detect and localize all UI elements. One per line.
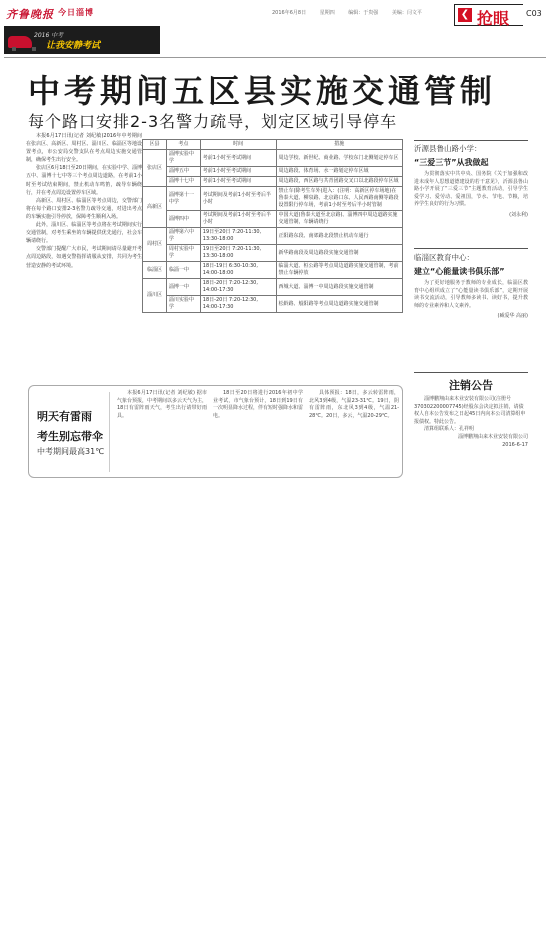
weather-title: 明天有雷雨 — [37, 410, 92, 423]
masthead — [0, 0, 550, 26]
story-paragraph: 为了更好地服务于教师的专业成长，临淄区教育中心组织成立了“心能量读书俱乐部”，定期开展读书交流活动，引导教师多读书、读好书，提升教师的专业素养和人文素养。 — [414, 280, 528, 309]
table-cell-time: 19日至20日 7:20-11:30, 13:30-18:00 — [200, 228, 276, 245]
article-paragraph: 高新区、周村区、临淄区等考点周边，交警部门将在每个路口安排2-3名警力疏导交通，对进出考点的车辆实施引导停放，保障考生顺利入场。 — [26, 197, 142, 220]
table-row — [143, 279, 403, 296]
table-cell-measure: 禁止车(除考生车外)进入：(注明：高新区停车场地)在鲁泰大道、柳泉路、北京路口东、人民西路南侧等路段设置限行停车场，考前1小时至考后半小时管制 — [276, 187, 402, 211]
table-cell-site: 淄博实验中学 — [166, 150, 200, 167]
table-cell-site: 淄博四中 — [166, 211, 200, 228]
table-cell-site: 淄川实验中学 — [166, 296, 200, 313]
story-kicker: 沂源县鲁山路小学： — [414, 144, 482, 153]
traffic-control-table — [142, 139, 403, 313]
table-cell-area: 张店区 — [143, 150, 167, 187]
table-row — [143, 245, 403, 262]
car-icon — [8, 36, 32, 48]
table-cell-time: 19日至20日 7:20-11:30, 13:30-18:00 — [200, 245, 276, 262]
table-cell-site: 淄博第十一中学 — [166, 187, 200, 211]
table-header-row — [143, 140, 403, 150]
table-row — [143, 167, 403, 177]
table-cell-measure: 松龄路、般阳路等考点周边道路实施交通管制 — [276, 296, 402, 313]
table-row — [143, 150, 403, 167]
story-title: “三爱三节”从我做起 — [414, 158, 489, 167]
table-cell-site: 淄博五中 — [166, 167, 200, 177]
table-cell-time: 考前1小时至考试期间 — [200, 167, 276, 177]
banner-kicker: 2016 中考 — [34, 32, 64, 39]
column-header: 区县 — [143, 140, 167, 150]
story-source: (刘永利) — [509, 211, 528, 218]
article-body — [26, 132, 142, 270]
notice-body — [414, 396, 528, 449]
article-paragraph: 张店区6月18日至20日期间，在实验中学、淄博五中、淄博十七中等三个考点周边道路，在考前1小时至考试结束期间，禁止机动车鸣笛，疏导车辆绕行，并在考点周边设置停车区域。 — [26, 165, 142, 196]
table-cell-time: 18日-20日 7:20-12:30, 14:00-17:30 — [200, 279, 276, 296]
issue-info — [272, 9, 434, 16]
section-badge-label: 抢眼 — [477, 9, 510, 28]
article-paragraph: 本报6月17日讯(记者 刘纪敏)2016年中考期间在张店区、高新区、周村区、淄川区、临淄区等地设置考点，市公安局交警支队在考点周边实施交通管制，确保考生出行安全。 — [26, 133, 142, 164]
divider — [414, 140, 528, 141]
weather-paragraph: 具体预报：18日，多云转雷阵雨，北风3到4级，气温23-31℃。19日，阴有雷阵雨，东北风3到4级，气温21-28℃。20日，多云，气温20-29℃。 — [309, 390, 399, 419]
weather-box — [28, 385, 403, 478]
newspaper-logo: 齐鲁晚报 — [6, 8, 54, 21]
divider — [109, 392, 110, 472]
story-title: 建立“心能量读书俱乐部” — [414, 267, 505, 276]
table-row — [143, 187, 403, 211]
table-cell-time: 考前1小时至考试期间 — [200, 177, 276, 187]
table-cell-time: 考试期间及考前1小时至考后半小时 — [200, 211, 276, 228]
table-cell-site: 周村实验中学 — [166, 245, 200, 262]
weather-title: 考生别忘带伞 — [37, 430, 103, 443]
issue-editor: 编辑：于贵强 — [348, 10, 379, 16]
table-cell-time: 考试期间及考前1小时至考后半小时 — [200, 187, 276, 211]
table-cell-measure: 新华路南段及周边路段实施交通管制 — [276, 245, 402, 262]
table-cell-measure: 临淄大道、桓公路等考点周边道路实施交通管制，考前禁止车辆停放 — [276, 262, 402, 279]
table-cell-site: 淄博第六中学 — [166, 228, 200, 245]
table-cell-site: 临淄一中 — [166, 262, 200, 279]
table-row — [143, 262, 403, 279]
table-cell-area: 临淄区 — [143, 262, 167, 279]
story-body — [414, 171, 528, 209]
article-headline: 中考期间五区县实施交通管制 — [28, 72, 497, 110]
issue-designer: 美编：闫文平 — [391, 10, 422, 16]
table-cell-measure: 周边路段，西区路与共青团路交叉口以北路段停车区域 — [276, 177, 402, 187]
table-cell-area: 周村区 — [143, 228, 167, 262]
table-cell-time: 18日-20日 7:20-12:30, 14:00-17:30 — [200, 296, 276, 313]
weather-paragraph: 18日至20日将进行2016年初中学业考试，市气象台预计，18日到19日有一次明显降水过程，伴有短时强降水和雷电。 — [213, 390, 304, 419]
weather-column — [117, 390, 207, 420]
table-cell-measure: 西城大道、淄博一中周边路段实施交通管制 — [276, 279, 402, 296]
table-cell-area: 高新区 — [143, 187, 167, 228]
exam-banner — [4, 26, 160, 54]
table-cell-site: 淄博十七中 — [166, 177, 200, 187]
table-cell-measure: 周边路段、体育场、水一路划定停车区域 — [276, 167, 402, 177]
notice-title: 注销公告 — [449, 379, 493, 392]
arrow-icon: ❮ — [458, 8, 472, 22]
notice-paragraph: 淄博鹏翔由来木业安装有限公司(注册号370302200007745)经股东会决定拟注销，请债权人自本公告发布之日起45日内向本公司清算组申报债权。特此公告。 — [414, 396, 526, 425]
page-code: C03 — [526, 9, 542, 18]
table-cell-site: 淄博一中 — [166, 279, 200, 296]
table-cell-area: 淄川区 — [143, 279, 167, 313]
weather-column — [213, 390, 303, 420]
column-header: 考点 — [166, 140, 200, 150]
story-kicker: 临淄区教育中心： — [414, 253, 474, 262]
divider — [4, 57, 546, 58]
issue-date: 2016年6月8日 — [272, 10, 307, 16]
article-paragraph: 此外，淄川区、临淄区等考点将在考试期间实行交通管制，对考生乘坐的车辆提供优先通行，社会车辆请绕行。 — [26, 222, 142, 245]
story-body — [414, 280, 528, 310]
story-shanlu-school — [414, 143, 528, 218]
weather-paragraph: 本报6月17日讯(记者 刘纪敏) 据市气象台预报，中考期间以多云天气为主，18日有雷阵雨天气，考生出行请带好雨具。 — [117, 390, 208, 419]
divider — [414, 372, 528, 373]
notice-date: 2016-6-17 — [502, 441, 528, 448]
weather-subtitle: 中考期间最高31℃ — [37, 447, 105, 456]
notice-signature: 淄博鹏翔由来木业安装有限公司 — [457, 433, 528, 440]
story-source: (臧爱华 高丽) — [497, 313, 528, 320]
story-reading-club — [414, 252, 528, 319]
table-cell-measure: 正阳路东段、南郊路北段禁止机动车通行 — [276, 228, 402, 245]
table-cell-measure: 中国大道(鲁泰大道至北京路)、淄博四中周边道路实施交通管制，车辆请绕行 — [276, 211, 402, 228]
banner-title: 让我安静考试 — [46, 41, 101, 51]
column-header: 时间 — [200, 140, 276, 150]
table-cell-measure: 周边学校、新世纪、商业路、学校东门北侧划定停车区 — [276, 150, 402, 167]
notice-contact: 清算组联系人：孔祥明 — [424, 426, 475, 433]
column-header: 措施 — [276, 140, 402, 150]
issue-weekday: 星期四 — [319, 10, 335, 16]
story-paragraph: 为贯彻落实中共中央、国务院《关于加强和改进未成年人思想道德建设的若干意见》，沂源县鲁山路小学开展了“三爱三节”主题教育活动，引导学生爱学习、爱劳动、爱祖国，节水、节电、节粮，培养学生良好的行为习惯。 — [414, 171, 528, 208]
table-row — [143, 211, 403, 228]
divider — [414, 248, 528, 249]
table-cell-time: 18日-19日 6:30-10:30, 14:00-18:00 — [200, 262, 276, 279]
table-row — [143, 228, 403, 245]
section-badge — [454, 4, 523, 26]
article-subhead: 每个路口安排2-3名警力疏导，划定区域引导停车 — [28, 112, 398, 131]
table-row — [143, 296, 403, 313]
table-row — [143, 177, 403, 187]
article-paragraph: 交警部门提醒广大市民，考试期间请尽量避开考点周边路段，如遇交警指挥请服从安排，共同为考生营造安静的考试环境。 — [26, 246, 142, 269]
table-cell-time: 考前1小时至考试期间 — [200, 150, 276, 167]
section-name: 今日淄博 — [58, 8, 94, 17]
weather-column — [309, 390, 399, 420]
